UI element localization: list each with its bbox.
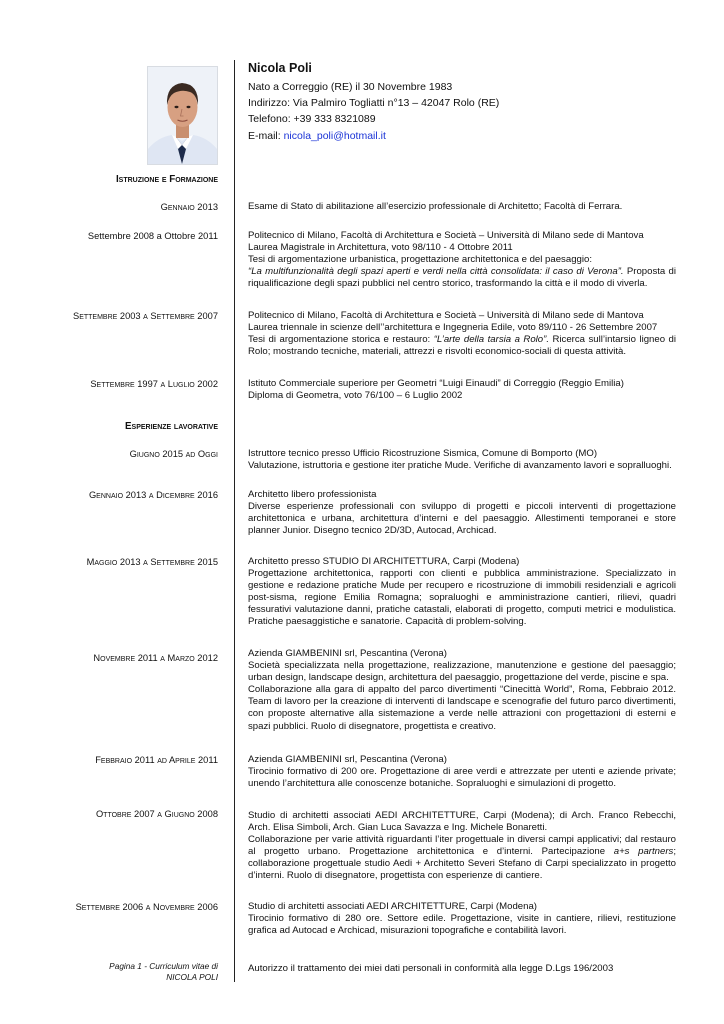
entry-date: Settembre 2003 a Settembre 2007 xyxy=(73,311,218,321)
education-entry: Politecnico di Milano, Facoltà di Architettura e Società – Università di Milano sede di Mantova Laurea Magistrale in Architettura, voto 98/110 - 4 Ottobre 2011 Tesi di argomentazione urbanistica, progettazione architettonica e del paesaggio: “La multifunzionalità degli spazi aperti e verdi nella città consolidata: il caso di Verona”. Proposta di riqualificazione degli spazi pubblici nel centro storico, trasformando la città e il modo di viverla. xyxy=(248,230,676,290)
page-footer xyxy=(109,961,218,983)
section-title-experience: Esperienze lavorative xyxy=(124,421,218,432)
profile-photo xyxy=(147,66,218,165)
email-link[interactable]: nicola_poli@hotmail.it xyxy=(283,130,386,142)
column-divider xyxy=(234,60,235,982)
entry-date: Settembre 2008 a Ottobre 2011 xyxy=(87,231,218,241)
education-entry: Politecnico di Milano, Facoltà di Architettura e Società – Università di Milano sede di Mantova Laurea triennale in scienze dell’’architettura e Ingegneria Edile, voto 89/110 - 26 Settembre 2007 Tesi di argomentazione storica e restauro: “L’arte della tarsia a Rolo”. Ricerca sull’intarsio ligneo di Rolo; mostrando tecniche, materiali, attrezzi e risvolti economico-sociali di questa attività. xyxy=(248,310,676,358)
birth-info: Nato a Correggio (RE) il 30 Novembre 1983 xyxy=(248,81,453,93)
entry-date: Gennaio 2013 xyxy=(160,202,218,212)
entry-date: Maggio 2013 a Settembre 2015 xyxy=(86,557,218,567)
section-title-education: Istruzione e Formazione xyxy=(115,174,218,185)
experience-entry: Istruttore tecnico presso Ufficio Ricostruzione Sismica, Comune di Bomporto (MO) Valutazione, istruttoria e gestione iter pratiche Mude. Verifiche di avanzamento lavori e sopralluoghi. xyxy=(248,448,672,472)
entry-date: Settembre 2006 a Novembre 2006 xyxy=(75,902,218,912)
education-entry: Istituto Commerciale superiore per Geometri “Luigi Einaudi” di Correggio (Reggio Emilia) Diploma di Geometra, voto 76/100 – 6 Luglio 2002 xyxy=(248,378,624,402)
email-label: E-mail: xyxy=(248,130,284,142)
person-name: Nicola Poli xyxy=(248,61,312,75)
entry-date: Giugno 2015 ad Oggi xyxy=(129,449,218,459)
address-info: Indirizzo: Via Palmiro Togliatti n°13 – 42047 Rolo (RE) xyxy=(248,97,500,109)
privacy-statement: Autorizzo il trattamento dei miei dati personali in conformità alla legge D.Lgs 196/2003 xyxy=(248,963,614,974)
phone-info: Telefono: +39 333 8321089 xyxy=(248,113,376,125)
page-number-label: Pagina 1 - Curriculum vitae di xyxy=(109,961,218,971)
entry-date: Gennaio 2013 a Dicembre 2016 xyxy=(88,490,218,500)
experience-entry: Architetto libero professionista Diverse esperienze professionali con sviluppo di progetti e piccoli interventi di progettazione architettonica e urbana, architettura d’interni e del paesaggio. Allestimenti temporanei e store planner Junior. Disegno tecnico 2D/3D, Autocad, Archicad. xyxy=(248,489,676,537)
entry-date: Settembre 1997 a Luglio 2002 xyxy=(90,379,218,389)
portrait-image xyxy=(148,67,217,164)
experience-entry: Architetto presso STUDIO DI ARCHITETTURA, Carpi (Modena) Progettazione architettonica, rapporti con clienti e pubblica amministrazione. Specializzato in gestione e redazione pratiche Mude per recupero e ricostruzione di immobili residenziali e agricoli post-sisma, regione Emilia Romagna; sopraluoghi e amministrazione cantieri, rilievi, quadri fessurativi valutazione danni, pratiche catastali, elaborati di progetto, computi metrici e modulistica. Pratiche paesaggistiche e sanatorie. Capacità di problem-solving. xyxy=(248,556,676,628)
footer-name: NICOLA POLI xyxy=(166,972,218,982)
email-info xyxy=(248,129,386,143)
entry-date: Febbraio 2011 ad Aprile 2011 xyxy=(95,755,218,765)
experience-entry: Azienda GIAMBENINI srl, Pescantina (Verona) Tirocinio formativo di 200 ore. Progettazione di aree verdi e attrezzate per utenti e aziende private; unendo l’architettura alle conoscenze botaniche. Sopraluoghi e simulazioni di progetto. xyxy=(248,754,676,790)
experience-entry: Studio di architetti associati AEDI ARCHITETTURE, Carpi (Modena); di Arch. Franco Rebecchi, Arch. Elisa Simboli, Arch. Gian Luca Savazza e Ing. Michele Bonaretti. Collaborazione per varie attività riguardanti l’iter progettuale in diversi campi applicativi; dal restauro al progetto urbano. Progettazione architettonica e d’interni. Partecipazione a+s partners; collaborazione progettuale studio Aedi + Architetto Severi Stefano di Carpi specializzato in progetto d’interni. Ruolo di disegnatore, progettista con esperienze di cantiere. xyxy=(248,810,676,882)
entry-date: Novembre 2011 a Marzo 2012 xyxy=(93,653,218,663)
experience-entry: Azienda GIAMBENINI srl, Pescantina (Verona) Società specializzata nella progettazione, realizzazione, manutenzione e gestione del paesaggio; urban design, landscape design, architettura del paesaggio, progettazione del verde, piscine e spa. Collaborazione alla gara di appalto del parco divertimenti “Cinecittà World”, Roma, Febbraio 2012. Team di lavoro per la creazione di interventi di landscape e scenografie del futuro parco divertimenti, con proposte alternative alla sistemazione a verde nelle attrazioni con progettazioni di esterni e spazi pubblici. Ruolo di disegnatore, progettista e creativo. xyxy=(248,648,676,732)
experience-entry: Studio di architetti associati AEDI ARCHITETTURE, Carpi (Modena) Tirocinio formativo di 280 ore. Settore edile. Progettazione, visite in cantiere, rilievi, restituzione grafica ad Autocad e Archicad, misurazioni topografiche e contabilità lavori. xyxy=(248,901,676,937)
entry-date: Ottobre 2007 a Giugno 2008 xyxy=(95,809,218,819)
education-entry: Esame di Stato di abilitazione all’esercizio professionale di Architetto; Facoltà di Ferrara. xyxy=(248,201,623,212)
